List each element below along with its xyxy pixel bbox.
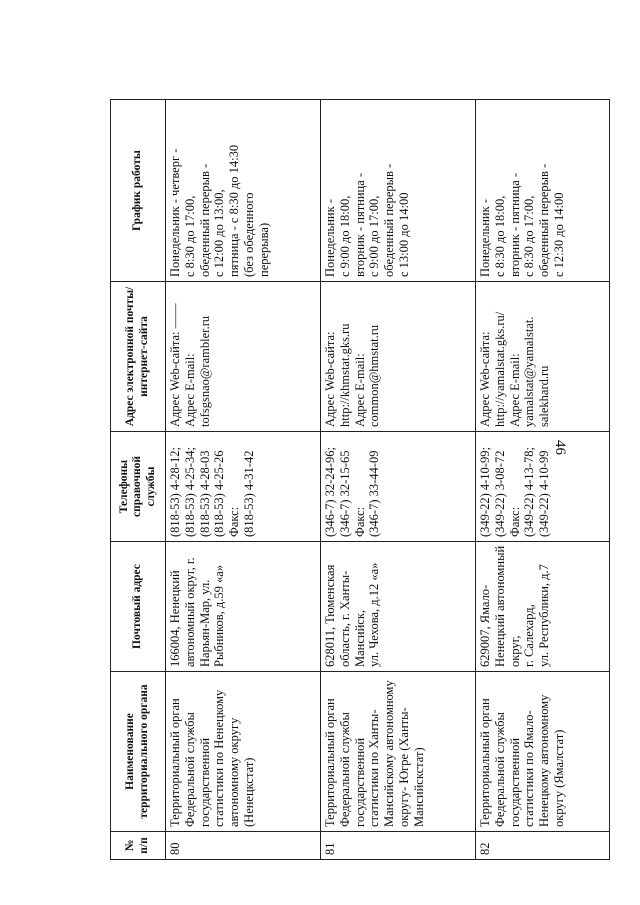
work-schedule	[476, 100, 610, 282]
phone-numbers-line: (818-53) 4-25-26	[212, 450, 227, 537]
phone-numbers-line: (346-7) 32-15-65	[337, 450, 352, 537]
postal-address-line: г. Салехард,	[522, 604, 537, 667]
phone-numbers-line: Факс:	[352, 506, 367, 537]
organ-name	[166, 672, 321, 832]
postal-address-line: автономный округ, г.	[182, 557, 197, 667]
work-schedule-line: вторник - пятница -	[352, 172, 367, 277]
header-phones: Телефоны справочной службы	[111, 432, 166, 542]
email-website	[321, 282, 476, 432]
email-website-line: Адрес E-mail:	[352, 353, 367, 427]
postal-address-line: 629007, Ямало-	[478, 584, 493, 667]
work-schedule-line: вторник - пятница -	[507, 172, 522, 277]
table-row	[166, 100, 321, 860]
work-schedule-line: с 12:30 до 14:00	[551, 192, 566, 277]
table-header-row	[111, 100, 166, 860]
phone-numbers-line: Факс:	[227, 506, 241, 537]
postal-address	[321, 542, 476, 672]
postal-address-line: Рыбников, д.59 «а»	[212, 564, 227, 667]
page-number: 46	[552, 440, 568, 455]
phone-numbers	[321, 432, 476, 542]
phone-numbers-line: (346-7) 32-24-96;	[323, 447, 338, 537]
phone-numbers-line: (346-7) 33-44-09	[367, 450, 382, 537]
email-website-line: http://khmstat.gks.ru	[337, 323, 352, 427]
work-schedule-line: Понедельник -	[478, 199, 493, 277]
postal-address	[476, 542, 610, 672]
postal-address-line: область, г. Ханты-	[337, 570, 352, 667]
work-schedule-line: (без обеденного	[241, 192, 256, 277]
table-row	[321, 100, 476, 860]
work-schedule-line: пятница - с 8:30 до 14:30	[227, 144, 241, 277]
postal-address-line: Ненецкий автономный	[492, 545, 507, 667]
phone-numbers	[476, 432, 610, 542]
work-schedule-line: перерыва)	[256, 222, 271, 277]
work-schedule-line: обеденный перерыв -	[382, 163, 397, 277]
postal-address-line: ул. Республики, д.7	[537, 564, 552, 667]
postal-address-line: Нарьян-Мар, ул.	[197, 579, 212, 667]
phone-numbers-line: (349-22) 4-10-99	[537, 450, 552, 537]
header-name: Наименование территориального органа	[111, 672, 166, 832]
postal-address-line: 166004, Ненецкий	[168, 570, 182, 667]
email-website-line: tofsgsnao@rambler.ru	[197, 315, 212, 427]
work-schedule-line: с 9:00 до 18:00,	[337, 195, 352, 277]
territorial-bodies-table	[110, 99, 610, 860]
phone-numbers-line: (818-53) 4-31-42	[241, 450, 256, 537]
email-website-line: Адрес Web-сайта:	[323, 331, 338, 427]
phone-numbers-line: (349-22) 3-08-72	[492, 450, 507, 537]
email-website-line: Адрес E-mail:	[182, 353, 197, 427]
header-num: № п/п	[111, 832, 166, 860]
rotated-table-container	[110, 100, 610, 860]
email-website-line: Адрес Web-сайта:	[478, 331, 493, 427]
organ-name	[321, 672, 476, 832]
table-row	[476, 100, 610, 860]
email-website-line: common@hmstat.ru	[367, 324, 382, 427]
work-schedule-line: с 8:30 до 17:00,	[522, 195, 537, 277]
phone-numbers-line: Факс:	[507, 506, 522, 537]
work-schedule-line: с 9:00 до 17:00,	[367, 195, 382, 277]
header-email: Адрес электронной почты/ интернет-сайта	[111, 282, 166, 432]
postal-address	[166, 542, 321, 672]
phone-numbers-line: (818-53) 4-25-34;	[182, 447, 197, 537]
email-website	[166, 282, 321, 432]
phone-numbers-line: (818-53) 4-28-03	[197, 450, 212, 537]
work-schedule-line: с 8:30 до 18:00,	[492, 195, 507, 277]
organ-name-text: Территориальный орган Федеральной службы государственной статистики по Ханты-Мансийскому автономному округу- Югре (Ханты-Мансийскстат)	[323, 680, 426, 827]
work-schedule-line: Понедельник -	[323, 199, 338, 277]
work-schedule-line: с 8:30 до 17:00,	[182, 195, 197, 277]
row-number: 82	[476, 832, 610, 860]
phone-numbers-line: (818-53) 4-28-12;	[168, 447, 182, 537]
work-schedule-line: обеденный перерыв -	[197, 163, 212, 277]
phone-numbers-line: (349-22) 4-13-78;	[522, 447, 537, 537]
header-schedule: График работы	[111, 100, 166, 282]
header-address: Почтовый адрес	[111, 542, 166, 672]
phone-numbers	[166, 432, 321, 542]
email-website-line: yamalstat@yamalstat.	[522, 316, 537, 427]
email-website-line: Адрес E-mail:	[507, 353, 522, 427]
organ-name-text: Территориальный орган Федеральной службы государственной статистики по Ямало-Ненецкому автономному округу (Ямалстат)	[478, 694, 566, 827]
work-schedule-line: с 12:00 до 13:00,	[212, 189, 227, 277]
email-website-line: http://yamalstat.gks.ru/	[492, 311, 507, 427]
row-number: 81	[321, 832, 476, 860]
email-website-line: salekhard.ru	[537, 365, 552, 427]
work-schedule-line: обеденный перерыв -	[537, 163, 552, 277]
postal-address-line: ул. Чехова, д.12 «а»	[367, 562, 382, 667]
email-website	[476, 282, 610, 432]
postal-address-line: округ,	[507, 635, 522, 667]
email-website-line: Адрес Web-сайта: ——	[168, 303, 182, 427]
organ-name-text: Территориальный орган Федеральной службы государственной статистики по Ненецкому автономному округу (Ненецкстат)	[168, 689, 256, 827]
postal-address-line: 628011, Тюменская	[323, 564, 338, 667]
row-number: 80	[166, 832, 321, 860]
work-schedule	[166, 100, 321, 282]
work-schedule-line: Понедельник - четверг -	[168, 148, 182, 277]
postal-address-line: Мансийск,	[352, 609, 367, 667]
organ-name	[476, 672, 610, 832]
work-schedule-line: с 13:00 до 14:00	[396, 192, 411, 277]
work-schedule	[321, 100, 476, 282]
phone-numbers-line: (349-22) 4-10-99;	[478, 447, 493, 537]
